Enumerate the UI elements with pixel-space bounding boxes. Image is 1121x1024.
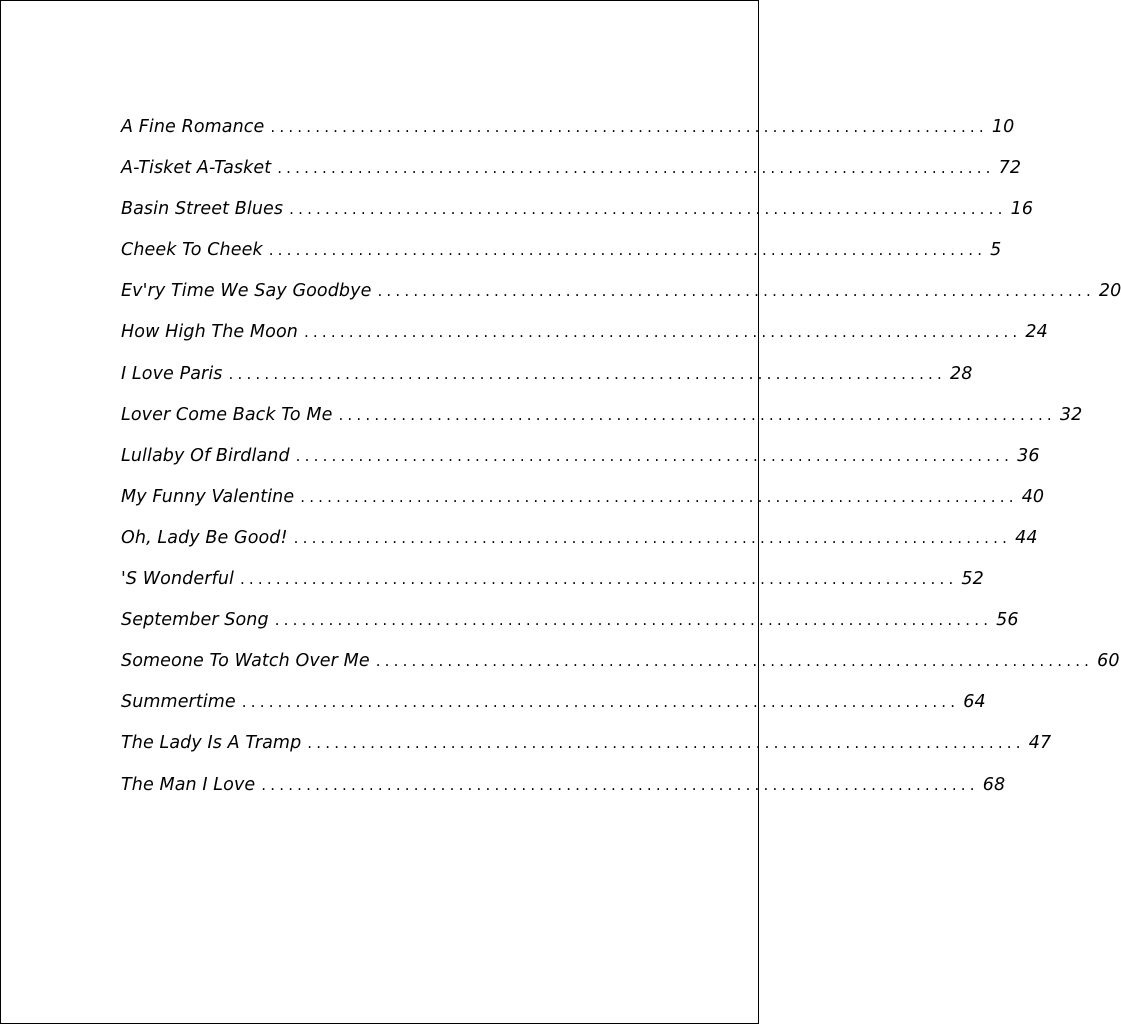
toc-entry-title: Oh, Lady Be Good!: [121, 527, 288, 548]
dot-leader: ................................................................................: [241, 693, 960, 712]
dot-leader: ................................................................................: [338, 405, 1056, 424]
dot-leader: ................................................................................: [270, 118, 988, 136]
toc-entry: [121, 322, 1048, 363]
toc-entry-title: A-Tisket A-Tasket: [121, 158, 272, 179]
dot-leader: ................................................................................: [295, 446, 1014, 465]
toc-entry-page: 68: [982, 774, 1006, 795]
toc-entry-title: 'S Wonderful: [121, 569, 234, 590]
dot-leader: ................................................................................: [228, 364, 946, 383]
toc-entry-page: 72: [998, 158, 1022, 179]
dot-leader: ................................................................................: [375, 652, 1094, 671]
dot-leader: ................................................................................: [307, 734, 1025, 753]
dot-leader: ................................................................................: [274, 611, 993, 630]
toc-entry-page: 40: [1021, 486, 1045, 507]
toc-entry-page: 16: [1010, 199, 1034, 220]
toc-entry-page: 5: [990, 240, 1002, 261]
toc-entry: [121, 527, 1038, 569]
toc-entry-title: Ev'ry Time We Say Goodbye: [121, 281, 372, 302]
toc-entry-title: The Man I Love: [121, 774, 256, 795]
toc-entry-title: Summertime: [121, 692, 236, 713]
toc-entry-page: 32: [1059, 404, 1083, 425]
toc-entry-title: Cheek To Cheek: [121, 240, 263, 261]
toc-entry: [121, 692, 986, 733]
toc-entry-page: 47: [1028, 733, 1052, 754]
dot-leader: ................................................................................: [293, 528, 1012, 547]
toc-entry-page: 10: [991, 117, 1015, 137]
toc-entry-title: My Funny Valentine: [121, 486, 295, 507]
toc-entry: [121, 158, 1022, 199]
toc-entry-page: 44: [1015, 527, 1038, 548]
toc-entry-title: September Song: [121, 610, 269, 631]
toc-entry-page: 24: [1025, 322, 1048, 343]
toc-entry-title: A Fine Romance: [121, 117, 265, 137]
toc-entry-page: 20: [1098, 281, 1121, 302]
dot-leader: ................................................................................: [377, 282, 1095, 301]
toc-entry-page: 52: [961, 569, 984, 590]
toc-entry: [121, 281, 1121, 322]
toc-entry: [121, 610, 1019, 651]
toc-entry: [121, 569, 984, 610]
toc-entry: [121, 651, 1120, 692]
toc-entry: [121, 117, 1015, 158]
toc-entry-page: 60: [1097, 651, 1120, 672]
toc-entry-page: 28: [949, 363, 973, 384]
toc-entry-title: Lullaby Of Birdland: [121, 445, 290, 466]
dot-leader: ................................................................................: [261, 775, 979, 794]
toc-entry: [121, 486, 1045, 528]
toc-entry-page: 64: [963, 692, 986, 713]
toc-entry: [121, 774, 1006, 816]
toc-entry: [121, 363, 973, 405]
toc-entry-title: Lover Come Back To Me: [121, 404, 333, 425]
dot-leader: ................................................................................: [277, 159, 995, 178]
toc-entry: [121, 733, 1052, 774]
dot-leader: ................................................................................: [303, 323, 1022, 342]
dot-leader: ................................................................................: [239, 570, 958, 589]
toc-entry-page: 56: [996, 610, 1019, 631]
dot-leader: ................................................................................: [289, 200, 1007, 219]
toc-entry: [121, 404, 1083, 446]
toc-entry-title: I Love Paris: [121, 363, 223, 384]
toc-entry-title: Someone To Watch Over Me: [121, 651, 370, 672]
toc-entry: [121, 199, 1034, 240]
toc-entry: [121, 240, 1002, 281]
dot-leader: ................................................................................: [300, 487, 1018, 506]
toc-entry: [121, 445, 1040, 487]
toc-entry-title: Basin Street Blues: [121, 199, 284, 220]
toc-entry-title: How High The Moon: [121, 322, 298, 343]
table-of-contents: [121, 117, 1121, 816]
toc-entry-title: The Lady Is A Tramp: [121, 733, 302, 754]
toc-entry-page: 36: [1017, 445, 1040, 466]
dot-leader: ................................................................................: [268, 241, 987, 260]
